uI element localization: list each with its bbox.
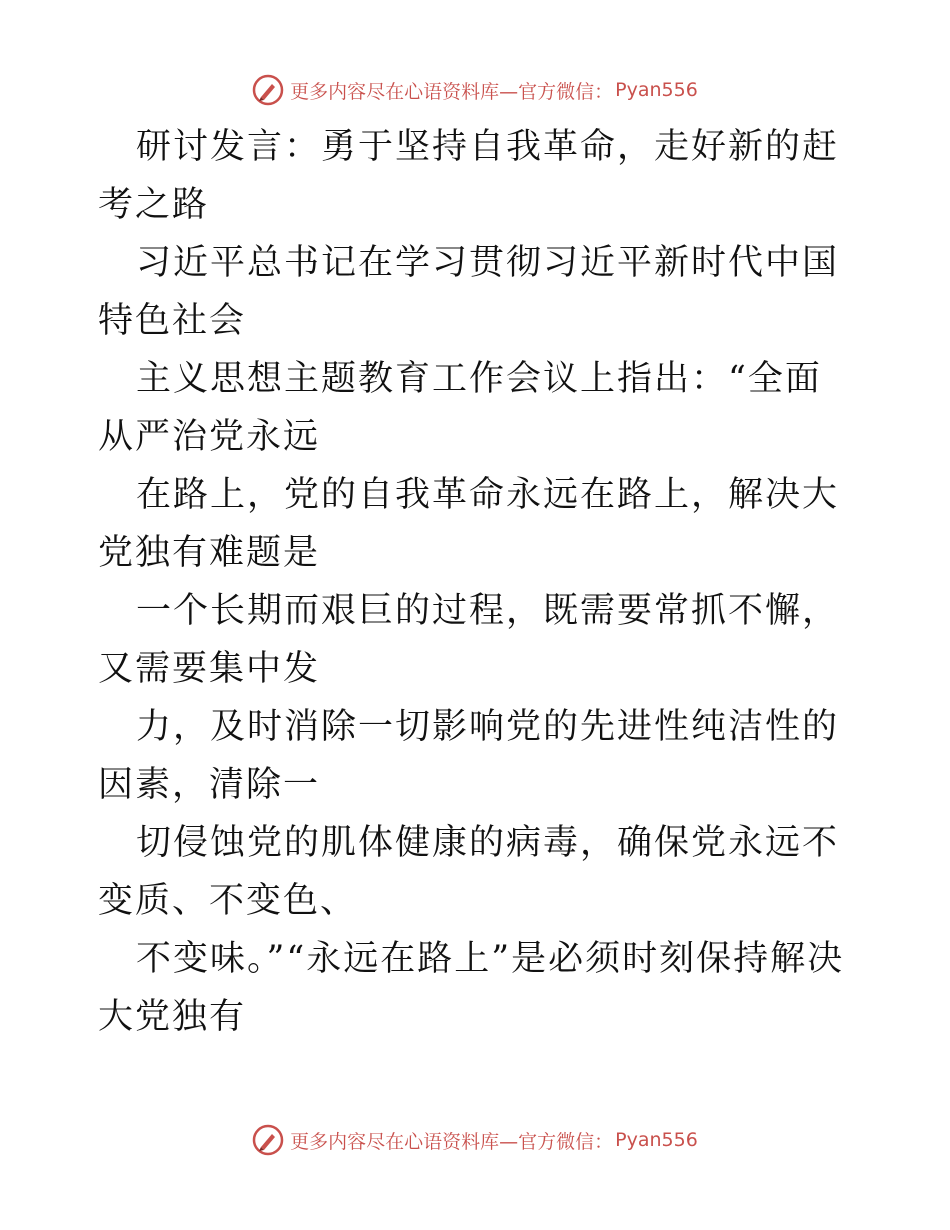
wechat-id: Pyan556 [615, 1129, 698, 1151]
pen-logo-icon [252, 74, 284, 106]
pen-logo-icon [252, 1124, 284, 1156]
wechat-id: Pyan556 [615, 79, 698, 101]
paragraph: 切侵蚀党的肌体健康的病毒，确保党永远不变质、不变色、 [98, 823, 840, 921]
banner-text: 更多内容尽在心语资料库—官方微信： [290, 1130, 614, 1153]
document-body [98, 118, 858, 1046]
paragraph: 力，及时消除一切影响党的先进性纯洁性的因素，清除一 [98, 707, 840, 805]
footer-watermark-banner [0, 1120, 950, 1160]
paragraph: 主义思想主题教育工作会议上指出：“全面从严治党永远 [98, 359, 822, 457]
paragraph: 习近平总书记在学习贯彻习近平新时代中国特色社会 [98, 243, 840, 341]
paragraph: 一个长期而艰巨的过程，既需要常抓不懈，又需要集中发 [98, 591, 840, 689]
header-watermark-banner [0, 70, 950, 110]
paragraph: 不变味。”“永远在路上”是必须时刻保持解决大党独有 [98, 939, 845, 1037]
banner-text: 更多内容尽在心语资料库—官方微信： [290, 80, 614, 103]
paragraph: 在路上，党的自我革命永远在路上，解决大党独有难题是 [98, 475, 840, 573]
paragraph-title: 研讨发言：勇于坚持自我革命，走好新的赶考之路 [98, 127, 840, 225]
